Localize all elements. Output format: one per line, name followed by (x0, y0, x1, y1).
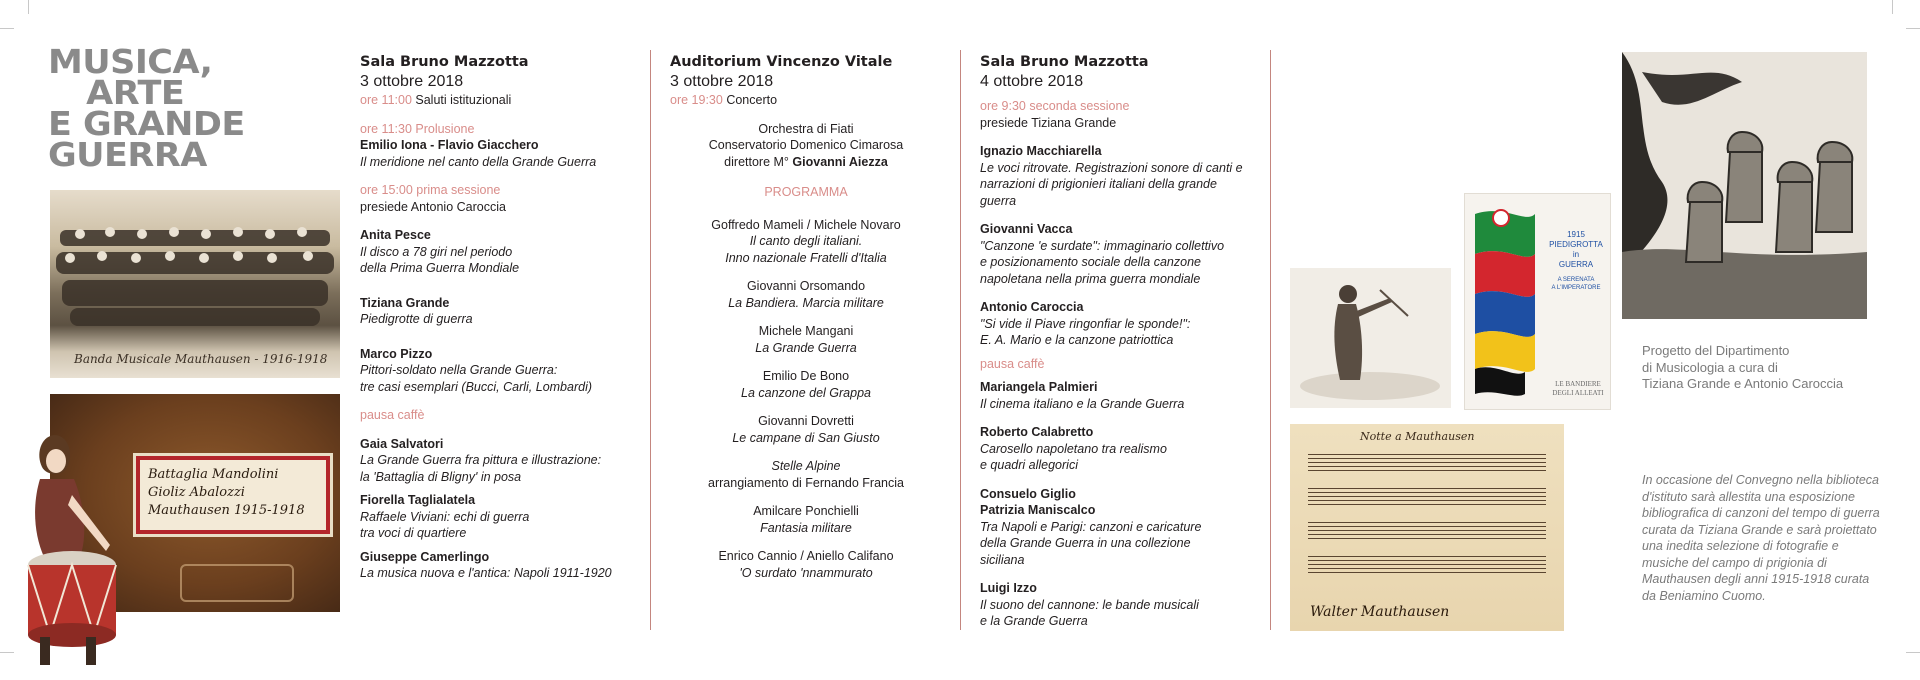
project-credit-line: Tiziana Grande e Antonio Caroccia (1642, 376, 1844, 391)
crop-mark (28, 0, 29, 14)
piece-title: 'O surdato 'nnammurato (739, 565, 873, 580)
event-date: 4 ottobre 2018 (980, 73, 1084, 90)
title-line: ARTE (86, 73, 185, 112)
postcard-title: GUERRA (1558, 260, 1594, 269)
page-title (48, 42, 245, 174)
talk-title: Il cinema italiano e la Grande Guerra (980, 396, 1185, 411)
session-time: ore 9:30 seconda sessione (980, 99, 1130, 113)
exhibition-note: In occasione del Convegno nella biblioteca d'istituto sarà allestita una esposizione bibliografica di canzoni del tempo di guerra curata da Tiziana Grande e sarà proiettato una inedita selezione di fotografie e musiche del campo di prigionia di Mauthausen degli anni 1915-1918 curata da Beniamino Cuomo. (1642, 473, 1880, 603)
director-name: Giovanni Aiezza (792, 154, 888, 169)
band-photo (50, 190, 340, 378)
speaker-name: Antonio Caroccia (980, 300, 1084, 314)
drummer-illustration (10, 425, 130, 670)
speaker-name-part: Emilio Iona (360, 138, 427, 152)
case-stamp (180, 564, 294, 602)
case-label-line: Battaglia Mandolini (148, 467, 279, 482)
speaker-name: Luigi Izzo (980, 581, 1037, 595)
presiede-label: presiede (360, 199, 408, 214)
speaker-name: Fiorella Taglialatela (360, 493, 476, 507)
column-divider (960, 50, 961, 630)
talk-title: e quadri allegorici (980, 458, 1078, 472)
crop-mark (1892, 0, 1893, 14)
piece-title: La canzone del Grappa (741, 385, 871, 400)
talk-title: e posizionamento sociale della canzone (980, 255, 1201, 269)
music-manuscript-photo (1290, 424, 1564, 631)
column-divider (650, 50, 651, 630)
postcard-flags (1465, 194, 1610, 409)
case-label-line: Mauthausen 1915-1918 (148, 503, 305, 518)
event-date: 3 ottobre 2018 (360, 73, 464, 90)
venue-name: Sala Bruno Mazzotta (360, 54, 529, 70)
soldiers-drawing (1622, 52, 1867, 319)
venue-name: Auditorium Vincenzo Vitale (670, 54, 893, 70)
session-time: ore 11:30 Prolusione (360, 121, 475, 136)
case-label-text (148, 466, 305, 520)
title-line: MUSICA, (48, 42, 213, 81)
talk-title: "Canzone 'e surdate": immaginario collettivo (980, 238, 1225, 253)
program-heading: PROGRAMMA (764, 185, 848, 199)
piece-title: Inno nazionale Fratelli d'Italia (725, 250, 887, 265)
speaker-name: Marco Pizzo (360, 346, 433, 361)
piece-title: La Bandiera. Marcia militare (728, 295, 884, 310)
column-divider (1270, 50, 1271, 630)
speaker-name: Consuelo Giglio (980, 486, 1076, 501)
chair-row (360, 199, 650, 216)
speaker-name: Anita Pesce (360, 228, 431, 242)
speaker-name: Roberto Calabretto (980, 425, 1094, 439)
piece-title: La Grande Guerra (755, 340, 857, 355)
composer: Giovanni Dovretti (758, 414, 854, 428)
piece-title: Il canto degli italiani. (749, 234, 863, 248)
session-row (360, 92, 650, 109)
speaker-separator: - (426, 138, 438, 152)
speaker-name: Mariangela Palmieri (980, 380, 1098, 394)
crop-mark (1906, 652, 1920, 653)
postcard-subtitle: A SERENATA (1557, 277, 1595, 283)
piece-title: Le campane di San Giusto (732, 430, 880, 445)
composer: Goffredo Mameli / Michele Novaro (711, 217, 901, 232)
postcard-subtitle: A L'IMPERATORE (1551, 285, 1601, 291)
session-time: ore 19:30 (670, 93, 723, 107)
chair-name: Antonio Caroccia (410, 199, 506, 214)
director-label: direttore M° (724, 154, 789, 169)
concert-program (670, 121, 942, 582)
speaker-name: Tiziana Grande (360, 295, 450, 310)
day2-sessions-column (980, 52, 1280, 630)
project-credit-line: di Musicologia a cura di (1642, 359, 1778, 375)
talk-title: Raffaele Viviani: echi di guerra (360, 509, 530, 524)
speaker-name: Giuseppe Camerlingo (360, 549, 490, 564)
project-credit (1642, 343, 1882, 393)
score-title: Notte a Mauthausen (1360, 430, 1475, 443)
event-date: 3 ottobre 2018 (670, 73, 774, 90)
session-title: Concerto (726, 93, 778, 107)
session-row (670, 92, 970, 109)
composer: Amilcare Ponchielli (753, 504, 859, 518)
talk-title: Tra Napoli e Parigi: canzoni e caricature (980, 519, 1202, 534)
director-row (670, 154, 942, 171)
talk-title: tra voci di quartiere (360, 526, 467, 540)
speaker-name (360, 137, 650, 154)
soldiers-illustration (1622, 52, 1867, 319)
talk-title: napoletana nella prima guerra mondiale (980, 271, 1201, 286)
session-title: Saluti istituzionali (415, 93, 512, 107)
talk-title: narrazioni di prigionieri italiani della grande (980, 177, 1217, 191)
venue-name: Sala Bruno Mazzotta (980, 54, 1149, 70)
postcard-heading (1545, 230, 1607, 292)
crop-mark (1906, 28, 1920, 29)
talk-title: la 'Battaglia di Bligny' in posa (360, 469, 522, 484)
session-time: ore 11:00 (360, 93, 412, 107)
postcard-title: in (1572, 250, 1580, 259)
talk-title: E. A. Mario e la canzone patriottica (980, 333, 1174, 347)
violinist-figure (1290, 268, 1451, 408)
conservatory-name: Conservatorio Domenico Cimarosa (708, 138, 904, 152)
composer: Enrico Cannio / Aniello Califano (718, 549, 894, 563)
chair-row (980, 115, 1280, 132)
talk-title: Il suono del cannone: le bande musicali (980, 597, 1199, 612)
composer: Giovanni Orsomando (746, 279, 866, 293)
case-label (136, 456, 330, 534)
presiede-label: presiede (980, 115, 1028, 130)
crop-mark (0, 28, 14, 29)
piedigrotta-postcard (1464, 193, 1611, 410)
violinist-photo (1290, 268, 1451, 408)
coffee-break: pausa caffè (360, 408, 425, 422)
band-photo-caption: Banda Musicale Mauthausen - 1916-1918 (74, 352, 328, 366)
case-label-line: Gioliz Abalozzi (148, 485, 245, 500)
talk-title: Il disco a 78 giri nel periodo (360, 244, 513, 259)
postcard-footer-line: DEGLI ALLEATI (1552, 389, 1604, 397)
postcard-footer-line: LE BANDIERE (1555, 380, 1601, 388)
talk-title: Le voci ritrovate. Registrazioni sonore di canti e (980, 160, 1243, 175)
concert-column (670, 52, 970, 581)
talk-title: e la Grande Guerra (980, 614, 1088, 628)
talk-title: Carosello napoletano tra realismo (980, 441, 1167, 456)
piece-title: Stelle Alpine (771, 459, 841, 473)
talk-title: siciliana (980, 552, 1025, 567)
band-photo-figures (50, 190, 340, 378)
chair-name: Tiziana Grande (1031, 115, 1117, 130)
talk-title: Il meridione nel canto della Grande Guerra (360, 154, 597, 169)
speaker-name: Patrizia Maniscalco (980, 503, 1096, 517)
speaker-name: Ignazio Macchiarella (980, 144, 1102, 158)
talk-title: della Prima Guerra Mondiale (360, 261, 520, 275)
piece-title: Fantasia militare (760, 520, 852, 535)
talk-title: Pittori-soldato nella Grande Guerra: (360, 363, 558, 377)
score-signature: Walter Mauthausen (1310, 604, 1450, 620)
session-time: ore 15:00 prima sessione (360, 183, 501, 197)
speaker-name-part: Flavio Giacchero (437, 138, 539, 152)
composer: Michele Mangani (758, 324, 854, 338)
coffee-break: pausa caffè (980, 356, 1045, 371)
talk-title: La musica nuova e l'antica: Napoli 1911-1920 (360, 566, 612, 580)
talk-title: La Grande Guerra fra pittura e illustrazione: (360, 453, 602, 467)
title-line: E GRANDE (48, 104, 245, 143)
day1-sessions-column (360, 52, 650, 582)
composer: Emilio De Bono (762, 369, 850, 383)
project-credit-line: Progetto del Dipartimento (1642, 343, 1790, 358)
arrangement: arrangiamento di Fernando Francia (708, 475, 904, 490)
talk-title: Piedigrotte di guerra (360, 312, 473, 326)
talk-title: guerra (980, 193, 1017, 208)
talk-title: "Si vide il Piave ringonfiar le sponde!": (980, 316, 1191, 331)
talk-title: tre casi esemplari (Bucci, Carli, Lombardi) (360, 379, 593, 394)
orchestra-name: Orchestra di Fiati (758, 121, 854, 136)
speaker-name: Gaia Salvatori (360, 436, 444, 451)
postcard-title: PIEDIGROTTA (1549, 240, 1603, 249)
postcard-year: 1915 (1567, 230, 1585, 239)
speaker-name: Giovanni Vacca (980, 222, 1073, 236)
talk-title: della Grande Guerra in una collezione (980, 536, 1191, 550)
title-line: GUERRA (48, 135, 207, 174)
postcard-footer (1549, 380, 1607, 398)
